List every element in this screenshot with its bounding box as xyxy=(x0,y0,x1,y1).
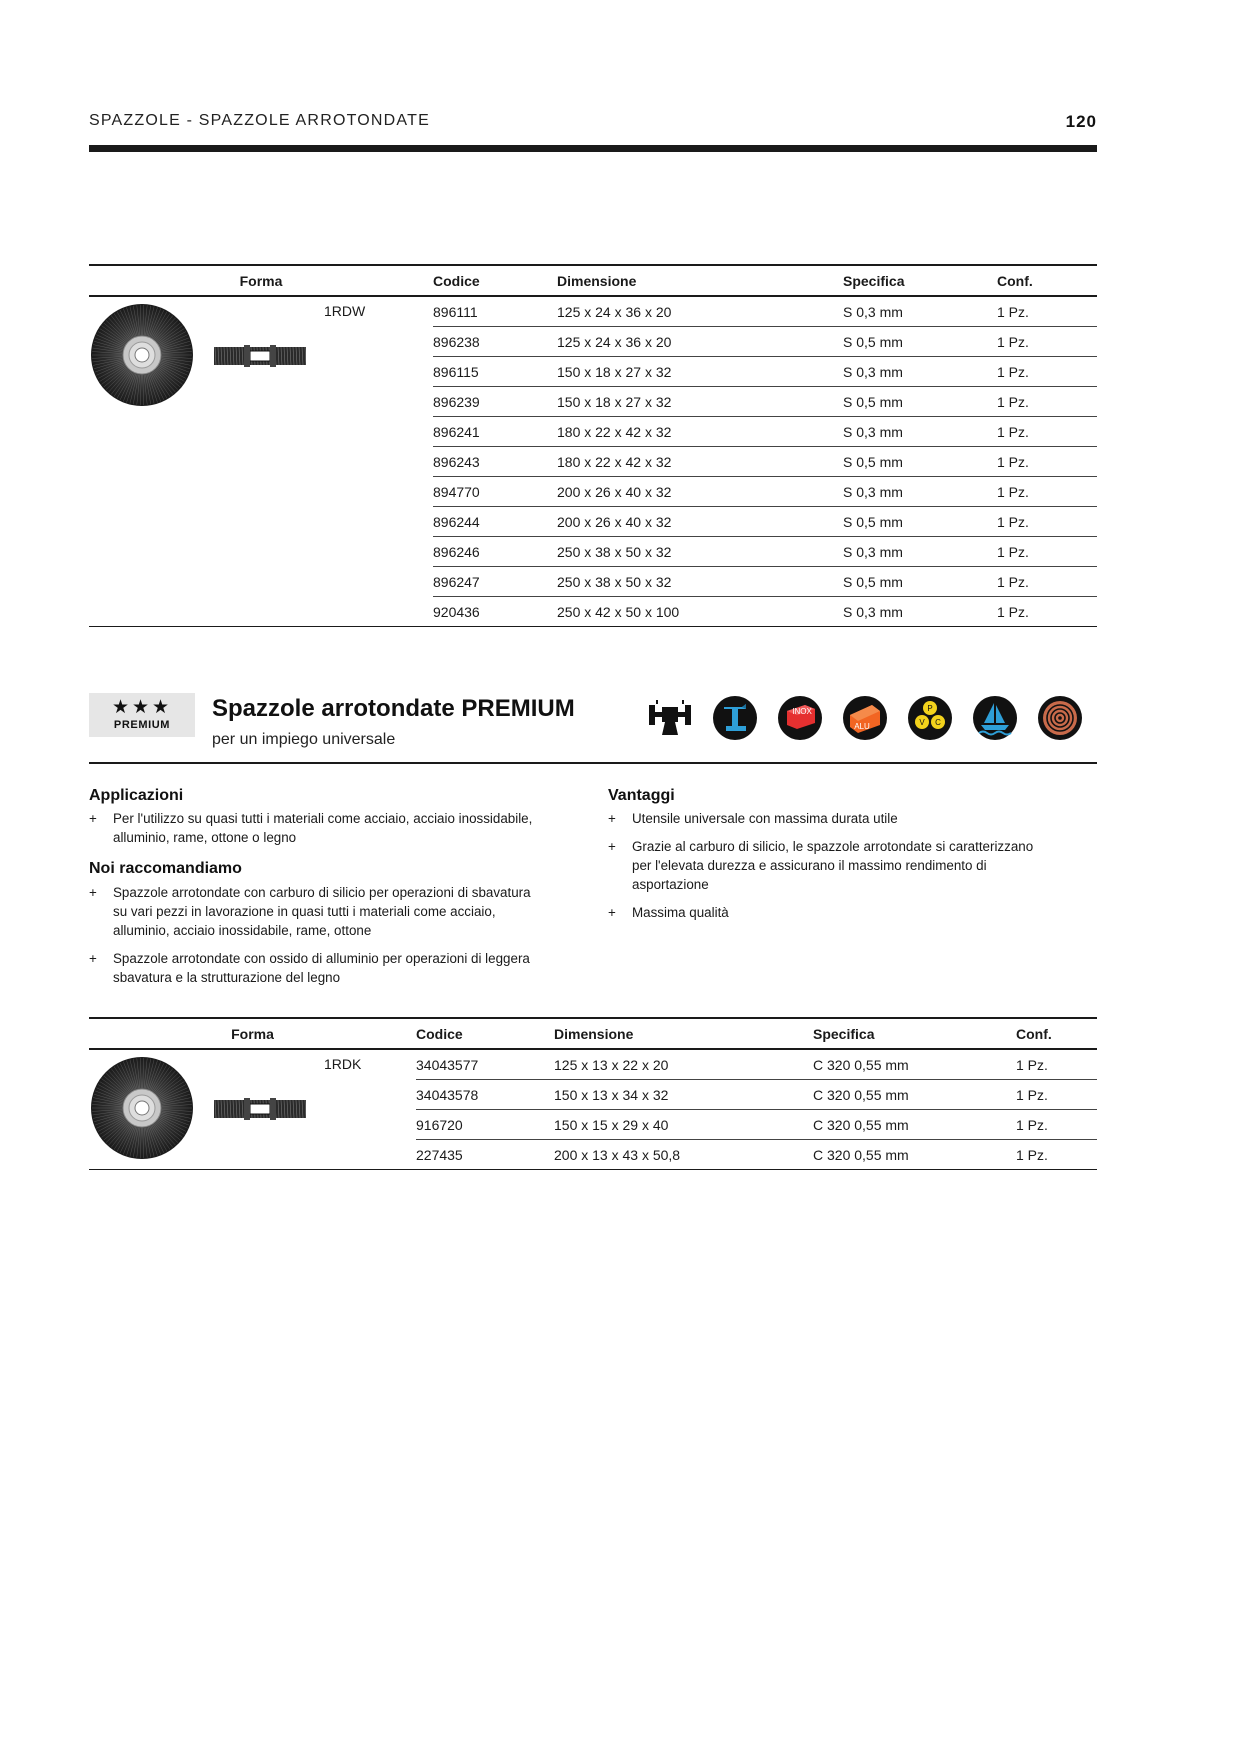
dimensione-cell: 150 x 13 x 34 x 32 xyxy=(554,1080,813,1110)
codice-cell: 896239 xyxy=(433,387,557,417)
dimensione-cell: 200 x 26 x 40 x 32 xyxy=(557,507,843,537)
header-rule xyxy=(89,145,1097,152)
col-header-dimensione: Dimensione xyxy=(554,1018,813,1049)
steel-beam-icon xyxy=(712,695,758,741)
dimensione-cell: 250 x 38 x 50 x 32 xyxy=(557,567,843,597)
round-brush-image xyxy=(90,1056,194,1160)
specifica-cell: C 320 0,55 mm xyxy=(813,1110,1016,1140)
specifica-cell: S 0,3 mm xyxy=(843,537,997,567)
dimensione-cell: 200 x 13 x 43 x 50,8 xyxy=(554,1140,813,1170)
codice-cell: 896243 xyxy=(433,447,557,477)
round-brush-image xyxy=(90,303,194,407)
type-code: 1RDK xyxy=(324,1056,362,1072)
conf-cell: 1 Pz. xyxy=(997,357,1097,387)
alu-label: ALU xyxy=(854,722,870,731)
specifica-cell: C 320 0,55 mm xyxy=(813,1140,1016,1170)
type-code: 1RDW xyxy=(324,303,366,319)
specifica-cell: S 0,3 mm xyxy=(843,597,997,627)
brush-profile-icon xyxy=(214,345,306,367)
dimensione-cell: 125 x 13 x 22 x 20 xyxy=(554,1049,813,1080)
conf-cell: 1 Pz. xyxy=(997,327,1097,357)
codice-cell: 34043577 xyxy=(416,1049,554,1080)
conf-cell: 1 Pz. xyxy=(997,296,1097,327)
conf-cell: 1 Pz. xyxy=(997,567,1097,597)
col-header-specifica: Specifica xyxy=(813,1018,1016,1049)
table-header-row xyxy=(89,265,1097,296)
conf-cell: 1 Pz. xyxy=(1016,1140,1097,1170)
codice-cell: 916720 xyxy=(416,1110,554,1140)
col-header-dimensione: Dimensione xyxy=(557,265,843,296)
specifica-cell: S 0,5 mm xyxy=(843,387,997,417)
forma-cell xyxy=(89,1049,416,1170)
conf-cell: 1 Pz. xyxy=(997,447,1097,477)
product-subtitle: per un impiego universale xyxy=(212,731,396,748)
pvc-label-p: P xyxy=(927,704,933,713)
specifica-cell: S 0,3 mm xyxy=(843,477,997,507)
dimensione-cell: 125 x 24 x 36 x 20 xyxy=(557,327,843,357)
conf-cell: 1 Pz. xyxy=(997,387,1097,417)
product-table-1rdk xyxy=(89,1017,1097,1170)
premium-badge xyxy=(89,693,195,737)
specifica-cell: S 0,3 mm xyxy=(843,296,997,327)
dimensione-cell: 150 x 18 x 27 x 32 xyxy=(557,387,843,417)
header-title: SPAZZOLE - SPAZZOLE ARROTONDATE xyxy=(89,112,430,129)
table-row xyxy=(89,296,1097,327)
premium-label: PREMIUM xyxy=(113,719,171,731)
premium-stars: ★★★ xyxy=(111,697,173,718)
specifica-cell: S 0,5 mm xyxy=(843,507,997,537)
codice-cell: 894770 xyxy=(433,477,557,507)
raccomandiamo-heading: Noi raccomandiamo xyxy=(89,860,242,877)
dimensione-cell: 180 x 22 x 42 x 32 xyxy=(557,447,843,477)
col-header-forma: Forma xyxy=(89,265,433,296)
specifica-cell: S 0,5 mm xyxy=(843,567,997,597)
conf-cell: 1 Pz. xyxy=(997,537,1097,567)
conf-cell: 1 Pz. xyxy=(1016,1080,1097,1110)
codice-cell: 34043578 xyxy=(416,1080,554,1110)
codice-cell: 896238 xyxy=(433,327,557,357)
brush-profile-icon xyxy=(214,1098,306,1120)
table-row xyxy=(89,1049,1097,1080)
conf-cell: 1 Pz. xyxy=(997,507,1097,537)
conf-cell: 1 Pz. xyxy=(1016,1110,1097,1140)
page-number: 120 xyxy=(1065,112,1097,131)
conf-cell: 1 Pz. xyxy=(997,417,1097,447)
alu-icon xyxy=(842,695,888,741)
product-title: Spazzole arrotondate PREMIUM xyxy=(212,695,575,722)
table-header-row xyxy=(89,1018,1097,1049)
specifica-cell: S 0,5 mm xyxy=(843,327,997,357)
codice-cell: 896115 xyxy=(433,357,557,387)
pvc-icon xyxy=(907,695,953,741)
section-rule xyxy=(89,762,1097,764)
product-table-1rdw xyxy=(89,264,1097,627)
col-header-forma: Forma xyxy=(89,1018,416,1049)
dimensione-cell: 125 x 24 x 36 x 20 xyxy=(557,296,843,327)
col-header-specifica: Specifica xyxy=(843,265,997,296)
col-header-codice: Codice xyxy=(433,265,557,296)
codice-cell: 896241 xyxy=(433,417,557,447)
col-header-codice: Codice xyxy=(416,1018,554,1049)
specifica-cell: C 320 0,55 mm xyxy=(813,1049,1016,1080)
specifica-cell: S 0,3 mm xyxy=(843,417,997,447)
wood-icon xyxy=(1037,695,1083,741)
applicazioni-heading: Applicazioni xyxy=(89,787,184,804)
specifica-cell: C 320 0,55 mm xyxy=(813,1080,1016,1110)
specifica-cell: S 0,3 mm xyxy=(843,357,997,387)
codice-cell: 896244 xyxy=(433,507,557,537)
dimensione-cell: 150 x 18 x 27 x 32 xyxy=(557,357,843,387)
codice-cell: 227435 xyxy=(416,1140,554,1170)
col-header-conf: Conf. xyxy=(997,265,1097,296)
inox-label: INOX xyxy=(792,707,812,716)
codice-cell: 896111 xyxy=(433,296,557,327)
codice-cell: 896246 xyxy=(433,537,557,567)
pvc-label-v: V xyxy=(919,718,925,727)
dimensione-cell: 200 x 26 x 40 x 32 xyxy=(557,477,843,507)
conf-cell: 1 Pz. xyxy=(997,477,1097,507)
boat-icon xyxy=(972,695,1018,741)
codice-cell: 896247 xyxy=(433,567,557,597)
forma-cell xyxy=(89,296,433,627)
conf-cell: 1 Pz. xyxy=(997,597,1097,627)
pvc-label-c: C xyxy=(935,718,941,727)
specifica-cell: S 0,5 mm xyxy=(843,447,997,477)
inox-icon xyxy=(777,695,823,741)
dimensione-cell: 180 x 22 x 42 x 32 xyxy=(557,417,843,447)
col-header-conf: Conf. xyxy=(1016,1018,1097,1049)
dimensione-cell: 150 x 15 x 29 x 40 xyxy=(554,1110,813,1140)
conf-cell: 1 Pz. xyxy=(1016,1049,1097,1080)
codice-cell: 920436 xyxy=(433,597,557,627)
vantaggi-heading: Vantaggi xyxy=(608,787,675,804)
dimensione-cell: 250 x 42 x 50 x 100 xyxy=(557,597,843,627)
dimensione-cell: 250 x 38 x 50 x 32 xyxy=(557,537,843,567)
bench-grinder-icon xyxy=(647,695,693,741)
